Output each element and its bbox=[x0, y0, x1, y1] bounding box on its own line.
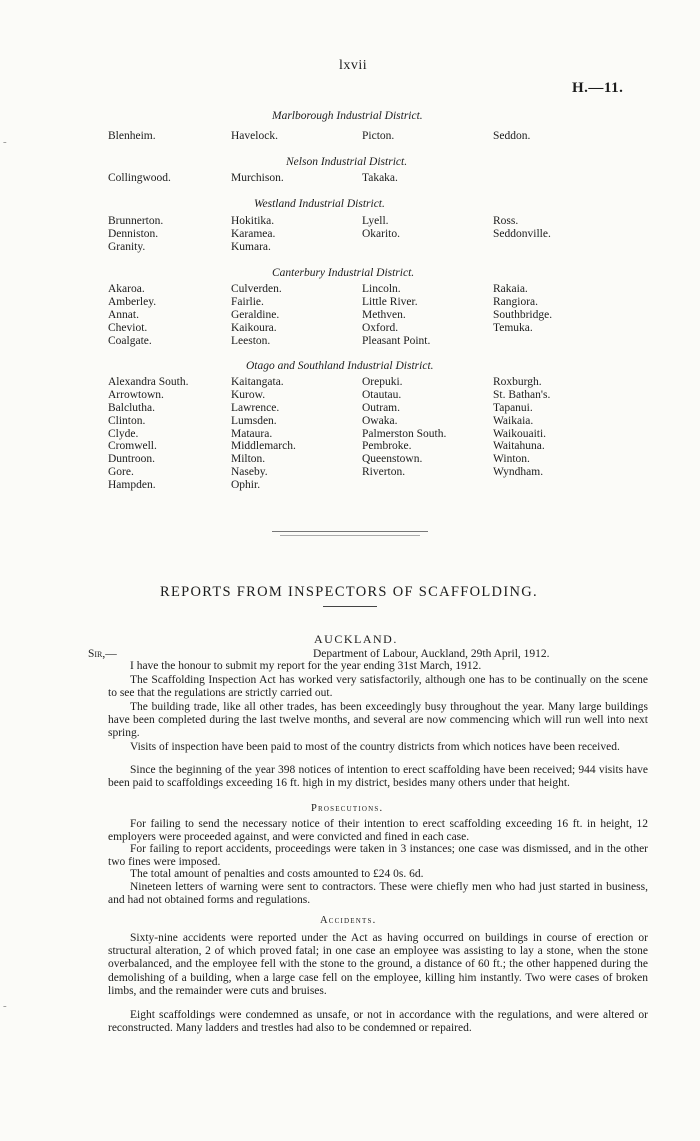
report-title: REPORTS FROM INSPECTORS OF SCAFFOLDING. bbox=[160, 584, 538, 600]
title-underline bbox=[323, 606, 377, 607]
town-name: Oxford. bbox=[362, 321, 399, 334]
district-column bbox=[362, 130, 394, 143]
town-name: Murchison. bbox=[231, 172, 284, 184]
district-column bbox=[231, 130, 278, 143]
town-name: Palmerston South. bbox=[362, 427, 447, 440]
town-name: Hokitika. bbox=[231, 215, 275, 227]
town-name: Brunnerton. bbox=[108, 215, 164, 227]
town-name: Kaikoura. bbox=[231, 321, 277, 334]
town-name: Queenstown. bbox=[362, 453, 423, 466]
town-name: Picton. bbox=[362, 130, 395, 142]
town-name: Southbridge. bbox=[493, 308, 553, 321]
district-heading: Canterbury Industrial District. bbox=[272, 267, 415, 279]
town-name: Outram. bbox=[362, 401, 401, 414]
paragraph-10-text: Sixty-nine accidents were reported under the Act as having occurred on buildings in course of erection or structural alteration, 2 of which proved fatal; in one case an employee was assisting to lay a stone, when the stone overbalanced, and the employee fell with the stone to the ground, a distance of 60 ft.; the other happened during the demolishing of a building, when a large case fell on the employee, killing him instantly. Two were cases of broken limbs, and the remainder were cuts and bruises. bbox=[108, 932, 648, 997]
paragraph-6-text: For failing to send the necessary notice of their intention to erect scaffolding exceeding 16 ft. in height, 12 employers were proceeded against, and were convicted and fined in each case. bbox=[108, 818, 648, 844]
paragraph-1 bbox=[130, 660, 650, 673]
town-name: Orepuki. bbox=[362, 376, 403, 388]
town-name: Blenheim. bbox=[108, 130, 156, 142]
town-name: Seddonville. bbox=[493, 227, 551, 240]
town-name: Gore. bbox=[108, 466, 134, 479]
town-name: Methven. bbox=[362, 308, 406, 321]
town-name: Takaka. bbox=[362, 172, 398, 184]
paragraph-8 bbox=[108, 868, 648, 881]
paragraph-2-text: The Scaffolding Inspection Act has worked very satisfactorily, although one has to be continually on the scene to see that the regulations are strictly carried out. bbox=[108, 674, 648, 700]
town-name: Denniston. bbox=[108, 227, 159, 240]
town-name: Winton. bbox=[493, 453, 530, 466]
town-name: Pembroke. bbox=[362, 440, 412, 453]
town-name: Amberley. bbox=[108, 295, 157, 308]
paragraph-5 bbox=[108, 764, 648, 790]
page-number: lxvii bbox=[339, 58, 368, 73]
town-name: Naseby. bbox=[231, 466, 268, 479]
town-name: Pleasant Point. bbox=[362, 334, 431, 347]
prosecutions-heading: Prosecutions. bbox=[311, 803, 384, 814]
town-name: Lumsden. bbox=[231, 414, 277, 427]
paragraph-4 bbox=[108, 741, 648, 754]
town-name: Riverton. bbox=[362, 466, 406, 479]
section-separator-rule-2 bbox=[280, 535, 420, 536]
paragraph-7 bbox=[108, 843, 648, 869]
town-name: Arrowtown. bbox=[108, 388, 164, 401]
district-column bbox=[231, 376, 296, 492]
town-name: Kaitangata. bbox=[231, 376, 284, 388]
district-column bbox=[362, 376, 446, 479]
town-name: Ophir. bbox=[231, 479, 261, 492]
town-name: Karamea. bbox=[231, 227, 276, 240]
district-heading: Marlborough Industrial District. bbox=[272, 110, 423, 122]
paragraph-5-text: Since the beginning of the year 398 notices of intention to erect scaffolding have been received; 944 visits have been paid to scaffoldings exceeding 16 ft. high in my district, besides many others under that height. bbox=[108, 764, 648, 790]
district-column bbox=[231, 172, 284, 185]
district-column bbox=[108, 283, 156, 347]
paragraph-4-text: Visits of inspection have been paid to most of the country districts from which notices have been received. bbox=[130, 741, 620, 753]
town-name: Waikaia. bbox=[493, 414, 534, 427]
town-name: Coalgate. bbox=[108, 334, 152, 347]
town-name: Middlemarch. bbox=[231, 440, 296, 453]
town-name: Cheviot. bbox=[108, 321, 148, 334]
town-name: Temuka. bbox=[493, 321, 533, 334]
town-name: Milton. bbox=[231, 453, 266, 466]
town-name: Wyndham. bbox=[493, 466, 544, 479]
town-name: Kurow. bbox=[231, 388, 266, 401]
town-name: Ross. bbox=[493, 215, 519, 227]
town-name: Roxburgh. bbox=[493, 376, 542, 388]
document-reference: H.—11. bbox=[572, 80, 624, 96]
town-name: Duntroon. bbox=[108, 453, 155, 466]
town-name: Fairlie. bbox=[231, 295, 264, 308]
district-heading: Nelson Industrial District. bbox=[286, 156, 408, 168]
district-column bbox=[362, 172, 398, 185]
district-column bbox=[493, 376, 550, 479]
town-name: Alexandra South. bbox=[108, 376, 189, 388]
town-name: Rangiora. bbox=[493, 295, 539, 308]
district-column bbox=[108, 130, 156, 143]
section-heading-auckland: AUCKLAND. bbox=[314, 632, 398, 646]
paragraph-3 bbox=[108, 701, 648, 741]
district-column bbox=[108, 215, 163, 254]
town-name: Balclutha. bbox=[108, 401, 155, 414]
town-name: Collingwood. bbox=[108, 172, 171, 184]
accidents-heading: Accidents. bbox=[320, 915, 377, 926]
district-heading: Otago and Southland Industrial District. bbox=[246, 360, 434, 372]
paragraph-10 bbox=[108, 932, 648, 998]
paragraph-9 bbox=[108, 881, 648, 907]
paragraph-11 bbox=[108, 1009, 648, 1035]
town-name: Waitahuna. bbox=[493, 440, 545, 453]
town-name: Mataura. bbox=[231, 427, 273, 440]
salutation: Sir,— bbox=[88, 648, 117, 660]
town-name: Annat. bbox=[108, 308, 139, 321]
paragraph-1-text: I have the honour to submit my report for the year ending 31st March, 1912. bbox=[130, 660, 482, 672]
town-name: Leeston. bbox=[231, 334, 271, 347]
district-column bbox=[362, 283, 430, 347]
town-name: Owaka. bbox=[362, 414, 398, 427]
town-name: Okarito. bbox=[362, 227, 401, 240]
paragraph-11-text: Eight scaffoldings were condemned as unsafe, or not in accordance with the regulations, and were altered or reconstructed. Many ladders and trestles had also to be condemned or repaired. bbox=[108, 1009, 648, 1035]
town-name: Clyde. bbox=[108, 427, 139, 440]
paragraph-7-text: For failing to report accidents, proceedings were taken in 3 instances; one case was dismissed, and in the other two fines were imposed. bbox=[108, 843, 648, 869]
margin-mark: - bbox=[3, 136, 7, 148]
town-name: Tapanui. bbox=[493, 401, 533, 414]
district-column bbox=[362, 215, 400, 241]
margin-mark: - bbox=[3, 1000, 7, 1012]
town-name: Havelock. bbox=[231, 130, 278, 142]
town-name: Akaroa. bbox=[108, 283, 145, 295]
town-name: Rakaia. bbox=[493, 283, 528, 295]
town-name: Lawrence. bbox=[231, 401, 280, 414]
town-name: Clinton. bbox=[108, 414, 146, 427]
town-name: Seddon. bbox=[493, 130, 531, 142]
district-column bbox=[493, 283, 552, 335]
town-name: Cromwell. bbox=[108, 440, 157, 453]
dateline: Department of Labour, Auckland, 29th April, 1912. bbox=[313, 648, 550, 660]
paragraph-3-text: The building trade, like all other trades, has been exceedingly busy throughout the year. Many large buildings have been completed during the last twelve months, and several are now commencing which will run well into next spring. bbox=[108, 701, 648, 740]
town-name: Waikouaiti. bbox=[493, 427, 547, 440]
district-column bbox=[108, 376, 188, 492]
town-name: St. Bathan's. bbox=[493, 388, 551, 401]
district-column bbox=[231, 215, 275, 254]
district-column bbox=[493, 215, 551, 241]
town-name: Otautau. bbox=[362, 388, 402, 401]
town-name: Little River. bbox=[362, 295, 418, 308]
district-column bbox=[493, 130, 530, 143]
section-separator-rule bbox=[272, 531, 428, 532]
paragraph-2 bbox=[108, 674, 648, 700]
district-heading: Westland Industrial District. bbox=[254, 198, 385, 210]
paragraph-9-text: Nineteen letters of warning were sent to contractors. These were chiefly men who had just started in business, and had not obtained forms and regulations. bbox=[108, 881, 648, 907]
town-name: Geraldine. bbox=[231, 308, 280, 321]
paragraph-8-text: The total amount of penalties and costs amounted to £24 0s. 6d. bbox=[130, 868, 424, 880]
town-name: Granity. bbox=[108, 240, 146, 253]
town-name: Lincoln. bbox=[362, 283, 401, 295]
district-column bbox=[108, 172, 171, 185]
town-name: Kumara. bbox=[231, 240, 271, 253]
district-column bbox=[231, 283, 282, 347]
paragraph-6 bbox=[108, 818, 648, 844]
town-name: Culverden. bbox=[231, 283, 282, 295]
town-name: Lyell. bbox=[362, 215, 389, 227]
town-name: Hampden. bbox=[108, 479, 156, 492]
